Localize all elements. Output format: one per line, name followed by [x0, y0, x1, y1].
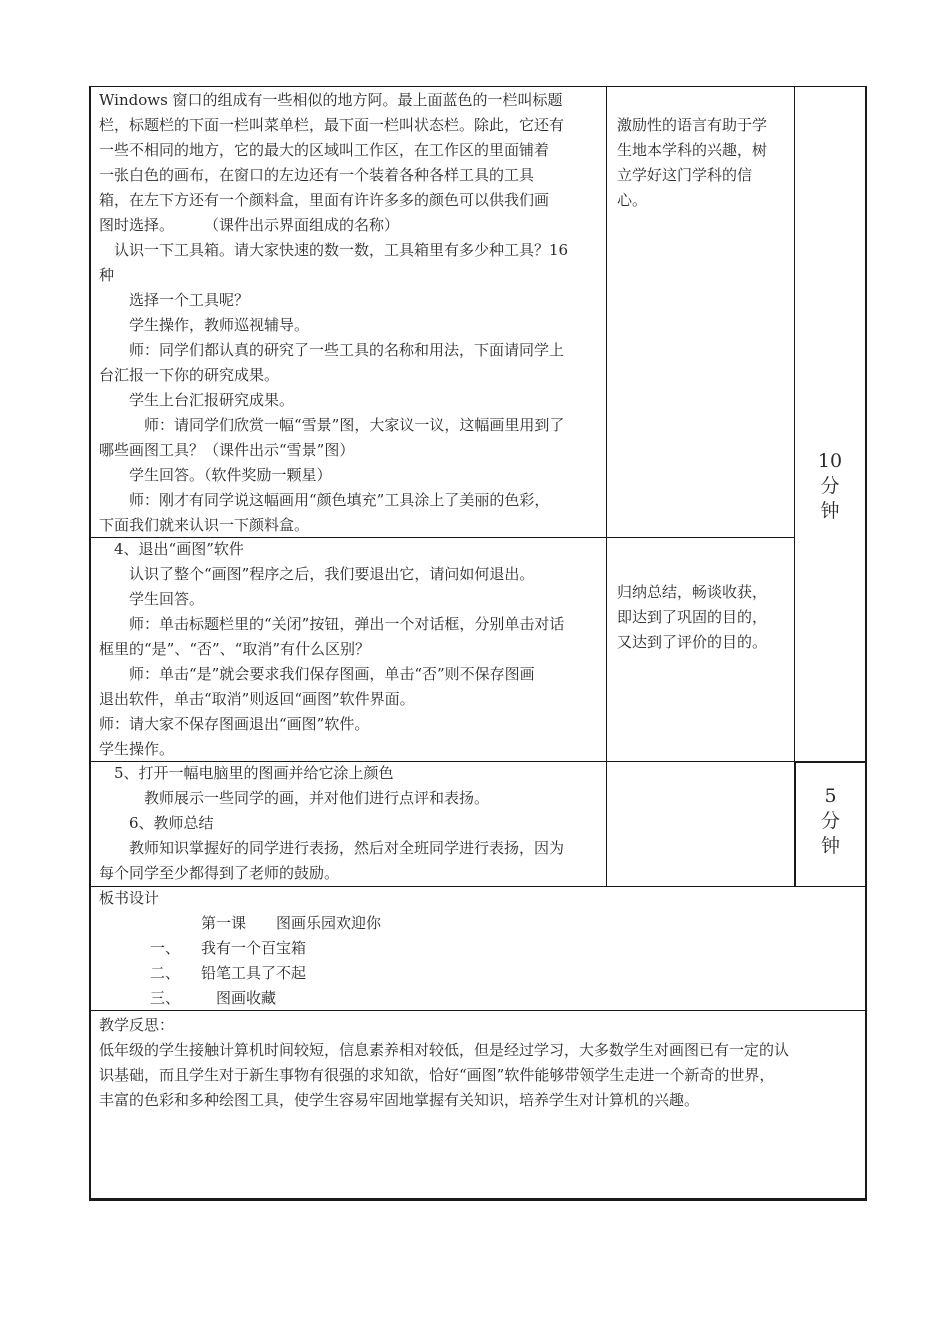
- note-line: 归纳总结，畅谈收获，: [617, 583, 768, 601]
- reflection-content: [99, 1038, 863, 1113]
- text-line: 选择一个工具呢？: [99, 291, 250, 309]
- time-unit: 钟: [820, 500, 840, 522]
- section-a-note: [617, 113, 793, 213]
- table-bottom-border: [89, 1198, 867, 1201]
- reflection-heading: 教学反思：: [99, 1016, 175, 1034]
- text-line: 栏，标题栏的下面一栏叫菜单栏，最下面一栏叫状态栏。除此，它还有: [99, 116, 565, 134]
- text-line: Windows 窗口的组成有一些相似的地方阿。最上面蓝色的一栏叫标题: [99, 91, 563, 109]
- section-c-content: [99, 761, 605, 886]
- board-item-3-text: 图画收藏: [201, 989, 277, 1007]
- text-line: 教师展示一些同学的画，并对他们进行点评和表扬。: [99, 789, 490, 807]
- board-heading: 板书设计: [99, 889, 160, 907]
- text-line: 学生上台汇报研究成果。: [99, 391, 295, 409]
- text-line: 师：单击“是”就会要求我们保存图画，单击“否”则不保存图画: [99, 665, 535, 683]
- text-line: 哪些画图工具？（课件出示“雪景”图）: [99, 441, 355, 459]
- text-line: 下面我们就来认识一下颜料盒。: [99, 516, 310, 534]
- text-line: 教师知识掌握好的同学进行表扬，然后对全班同学进行表扬，因为: [99, 839, 565, 857]
- text-line: 每个同学至少都得到了老师的鼓励。: [99, 864, 340, 882]
- board-item-1-number: 一、: [150, 939, 181, 957]
- text-line: 箱，在左下方还有一个颜料盒，里面有许许多多的颜色可以供我们画: [99, 191, 550, 209]
- note-line: 又达到了评价的目的。: [617, 633, 768, 651]
- text-line: 师：请大家不保存图画退出“画图”软件。: [99, 715, 370, 733]
- section-b-content: [99, 537, 605, 762]
- note-line: 生地本学科的兴趣，树: [617, 141, 768, 159]
- note-line: 激励性的语言有助于学: [617, 116, 768, 134]
- text-line: 师：同学们都认真的研究了一些工具的名称和用法，下面请同学上: [99, 341, 565, 359]
- text-line: 识基础，而且学生对于新生事物有很强的求知欲，恰好“画图”软件能够带领学生走进一个新奇的世界，: [99, 1066, 775, 1084]
- time-unit: 分: [820, 810, 840, 832]
- text-line: 学生操作。: [99, 740, 175, 758]
- text-line: 图时选择。 （课件出示界面组成的名称）: [99, 216, 400, 234]
- text-line: 师：单击标题栏里的“关闭”按钮，弹出一个对话框，分别单击对话: [99, 615, 565, 633]
- time-cell-1: [795, 449, 865, 524]
- note-line: 即达到了巩固的目的，: [617, 608, 768, 626]
- time-unit: 钟: [820, 835, 840, 857]
- divider-c-board: [90, 886, 866, 887]
- text-line: 一张白色的画布，在窗口的左边还有一个装着各种各样工具的工具: [99, 166, 535, 184]
- table-right-border: [865, 86, 867, 1200]
- board-item-3-number: 三、: [150, 989, 181, 1007]
- text-line: 4、退出“画图”软件: [99, 540, 244, 558]
- text-line: 学生回答。: [99, 590, 205, 608]
- text-line: 6、教师总结: [99, 814, 214, 832]
- board-item-1-text: 我有一个百宝箱: [201, 939, 307, 957]
- text-line: 认识一下工具箱。请大家快速的数一数，工具箱里有多少种工具？16: [99, 241, 569, 259]
- board-title: 第一课 图画乐园欢迎你: [201, 914, 382, 932]
- time-cell-2: [796, 784, 865, 859]
- time-number: 10: [817, 450, 843, 472]
- text-line: 学生操作，教师巡视辅导。: [99, 316, 310, 334]
- section-a-content: [99, 88, 605, 538]
- text-line: 学生回答。（软件奖励一颗星）: [99, 466, 332, 484]
- text-line: 师：刚才有同学说这幅画用“颜色填充”工具涂上了美丽的色彩，: [99, 491, 550, 509]
- note-line: 心。: [617, 191, 648, 209]
- text-line: 一些不相同的地方，它的最大的区域叫工作区，在工作区的里面铺着: [99, 141, 550, 159]
- text-line: 丰富的色彩和多种绘图工具，使学生容易牢固地掌握有关知识，培养学生对计算机的兴趣。: [99, 1091, 700, 1109]
- text-line: 退出软件，单击“取消”则返回“画图”软件界面。: [99, 690, 415, 708]
- text-line: 认识了整个“画图”程序之后，我们要退出它，请问如何退出。: [99, 565, 535, 583]
- section-b-note: [617, 580, 793, 655]
- text-line: 5、打开一幅电脑里的图画并给它涂上颜色: [99, 764, 394, 782]
- text-line: 种: [99, 266, 115, 284]
- divider-content-note: [606, 86, 607, 886]
- divider-a-b-note: [607, 537, 794, 538]
- divider-time-thick: [794, 761, 865, 763]
- text-line: 师：请同学们欣赏一幅“雪景”图，大家议一议，这幅画里用到了: [99, 416, 565, 434]
- time-number: 5: [824, 785, 837, 807]
- board-item-2-number: 二、: [150, 964, 181, 982]
- table-left-border: [89, 86, 91, 1200]
- text-line: 低年级的学生接触计算机时间较短，信息素养相对较低，但是经过学习，大多数学生对画图已有一定的认: [99, 1041, 790, 1059]
- text-line: 框里的“是”、“否”、“取消”有什么区别？: [99, 640, 371, 658]
- text-line: 台汇报一下你的研究成果。: [99, 366, 280, 384]
- board-item-2-text: 铅笔工具了不起: [201, 964, 307, 982]
- time-unit: 分: [820, 475, 840, 497]
- note-line: 立学好这门学科的信: [617, 166, 753, 184]
- table-top-border: [89, 86, 867, 87]
